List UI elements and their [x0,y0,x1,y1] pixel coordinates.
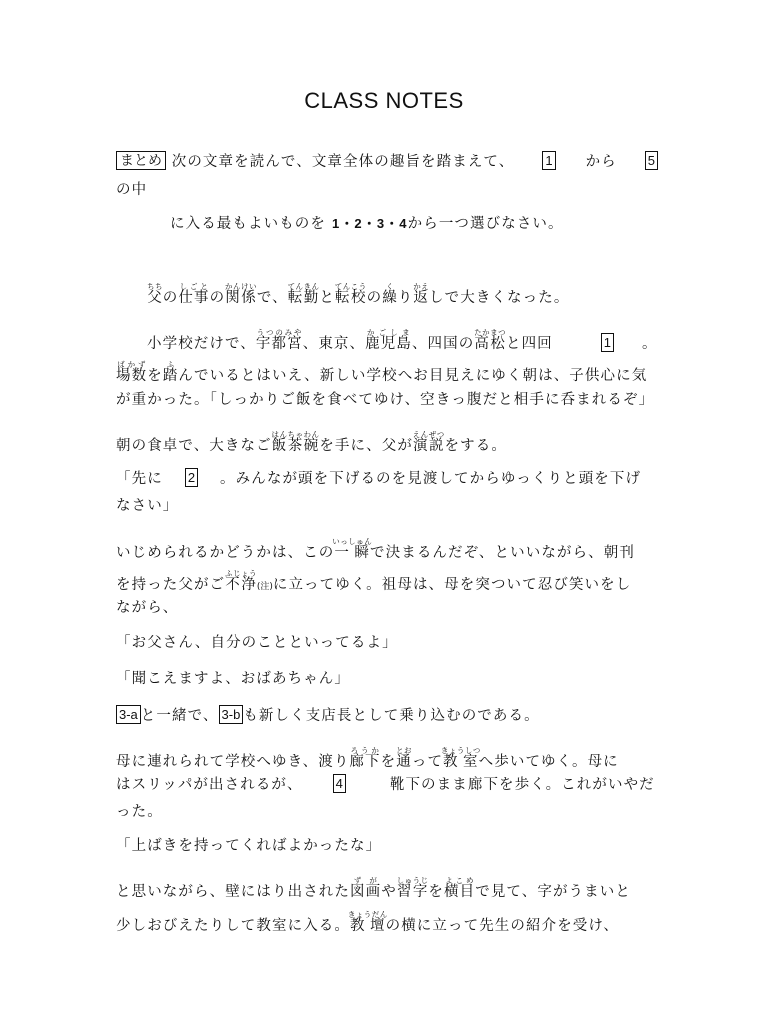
blank-box-3a: 3-a [116,705,141,724]
paragraph-5: 3-a と一緒で、 3-b も新しく支店長として乗り込むのである。 [116,704,540,725]
paragraph-6-line-2: はスリッパが出されるが、 4 靴下のまま廊下を歩く。これがいやだ [116,776,655,793]
paragraph-1: 父ちちの仕事しごとの関係かんけいで、転勤てんきんと転校てんこうの繰くり返かえしで大きくなった。 [147,282,570,306]
paragraph-3-line-2: なさい」 [116,498,179,514]
paragraph-3-line-1: 「先に 2 。みんなが頭を下げるのを見渡してからゆっくりと頭を下げ [116,470,642,487]
blank-box-2: 2 [185,468,198,487]
matome-box: まとめ [116,151,166,170]
choices-text: 1・2・3・4 [332,216,408,231]
paragraph-7-line-1: と思いながら、壁にはり出された図画ずがや習字しゅうじを横目よこめで見て、字がうまいと [116,876,631,900]
blank-box-5: 5 [645,151,658,170]
quote-3: 「上ばきを持ってくればよかったな」 [116,838,382,854]
instruction-text: 次の文章を読んで、文章全体の趣旨を踏まえて、 [171,154,515,170]
blank-box-1: 1 [601,333,614,352]
paragraph-6-line-1: 母に連れられて学校へゆき、渡り廊下ろうかを通とおって教室きょうしつへ歩いてゆく。母に [116,746,619,770]
note-marker: (注) [256,582,273,592]
instruction-line [116,150,658,171]
paragraph-2-line-1: 小学校だけで、宇都宮うつのみや、東京、鹿児島かごしま、四国の高松たかまつと四回 1 。 [147,328,658,352]
page-title: CLASS NOTES [304,88,464,113]
paragraph-7-line-2: 少しおびえたりして教室に入る。教壇きょうだんの横に立って先生の紹介を受け、 [116,910,620,934]
paragraph-4-line-3: ながら、 [116,600,179,616]
instruction-line-3: に入る最もよいものを 1・2・3・4から一つ選びなさい。 [170,216,564,232]
paragraph-2-line-4: 朝の食卓で、大きなご飯茶碗はんちゃわんを手に、父が演説えんぜつをする。 [116,430,507,454]
paragraph-2-line-3: が重かった。「しっかりご飯を食べてゆけ、空きっ腹だと相手に呑まれるぞ」 [116,392,655,408]
paragraph-4-line-2: を持った父がご不浄ふじょう(注)に立ってゆく。祖母は、母を突ついて忍び笑いをし [116,569,632,593]
paragraph-4-line-1: いじめられるかどうかは、この一瞬いっしゅんで決まるんだぞ、といいながら、朝刊 [116,537,635,561]
quote-2: 「聞こえますよ、おばあちゃん」 [116,671,350,687]
from-text: から [585,154,617,170]
blank-box-4: 4 [333,774,346,793]
paragraph-2-line-2: 場数ばかずを踏ふんでいるとはいえ、新しい学校へお目見えにゆく朝は、子供心に気 [116,360,648,384]
blank-box-3b: 3-b [219,705,244,724]
instruction-line-2: の中 [116,182,148,198]
quote-1: 「お父さん、自分のことといってるよ」 [116,635,398,651]
paragraph-6-line-3: った。 [116,804,163,820]
ruby-word: 父ちち [147,282,163,306]
blank-box-1: 1 [542,151,555,170]
